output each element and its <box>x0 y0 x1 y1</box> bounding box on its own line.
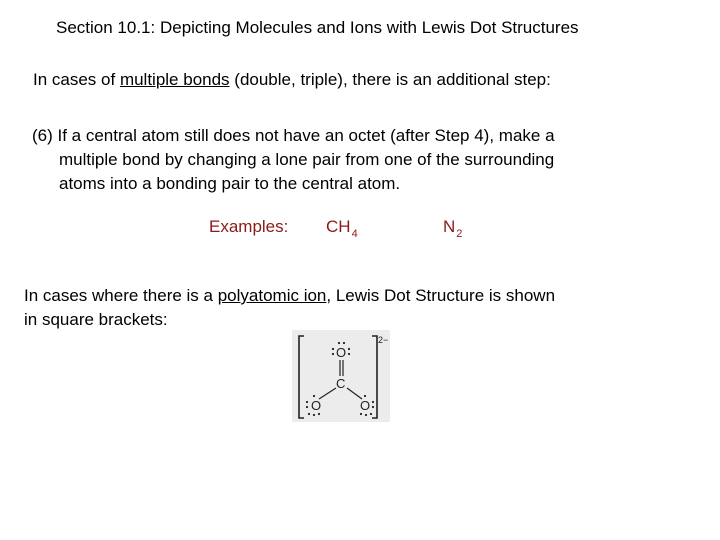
intro-suffix: (double, triple), there is an additional step: <box>229 70 551 89</box>
polyatomic-suffix: , Lewis Dot Structure is shown <box>326 286 556 305</box>
polyatomic-prefix: In cases where there is a <box>24 286 218 305</box>
central-carbon: C <box>336 376 346 391</box>
polyatomic-ion-term: polyatomic ion <box>217 286 327 305</box>
step-6-text <box>32 124 555 196</box>
step-line-1: (6) If a central atom still does not have an octet (after Step 4), make a <box>32 126 555 145</box>
polyatomic-intro <box>24 284 555 332</box>
top-oxygen: O <box>336 345 347 360</box>
examples-label: Examples: <box>209 217 289 236</box>
formula-n2 <box>443 217 463 240</box>
carbonate-lewis-structure <box>292 330 390 422</box>
ion-charge: 2− <box>378 335 389 345</box>
right-oxygen: O <box>360 398 371 413</box>
formula-ch4-subscript: 4 <box>351 228 358 240</box>
formula-n2-base: N <box>443 217 456 236</box>
polyatomic-line-1 <box>24 284 555 308</box>
formula-ch4-base: CH <box>326 217 351 236</box>
left-oxygen: O <box>311 398 322 413</box>
polyatomic-line-2: in square brackets: <box>24 310 168 329</box>
formula-n2-subscript: 2 <box>456 228 463 240</box>
multiple-bonds-intro <box>33 70 551 90</box>
multiple-bonds-term: multiple bonds <box>119 70 230 89</box>
formula-ch4 <box>326 217 358 240</box>
step-line-3: atoms into a bonding pair to the central atom. <box>59 174 401 193</box>
step-line-2: multiple bond by changing a lone pair from one of the surrounding <box>59 150 555 169</box>
intro-prefix: In cases of <box>33 70 120 89</box>
slide-title: Section 10.1: Depicting Molecules and Ions with Lewis Dot Structures <box>56 18 579 37</box>
